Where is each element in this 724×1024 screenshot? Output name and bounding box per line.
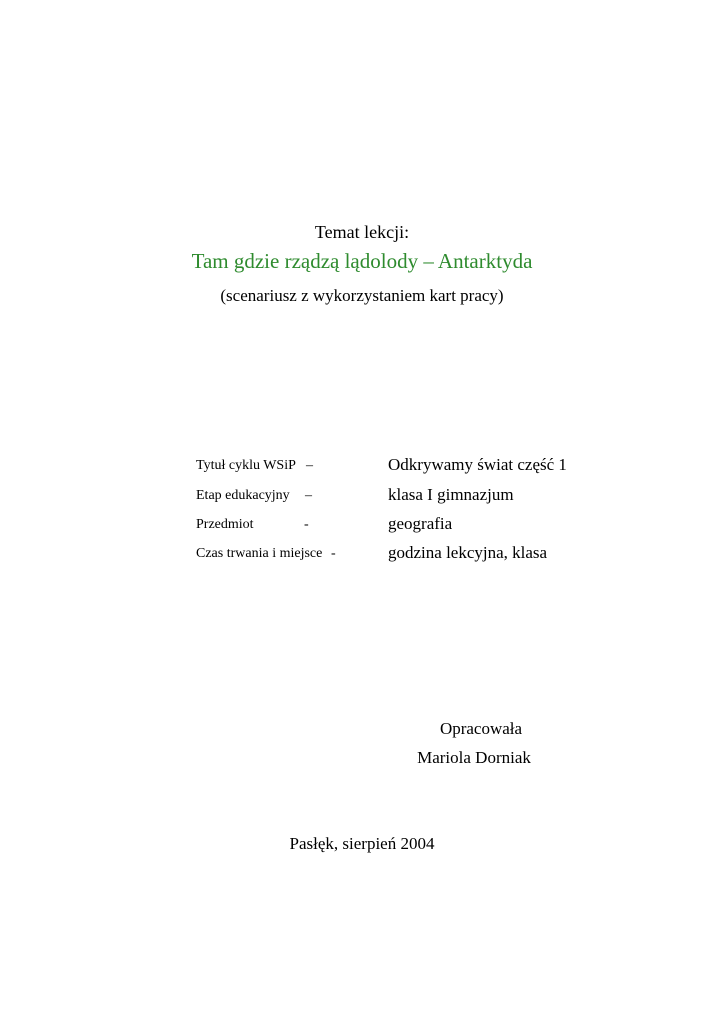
detail-value-duration: godzina lekcyjna, klasa [388,543,548,562]
lesson-subtitle: (scenariusz z wykorzystaniem kart pracy) [220,286,504,305]
detail-separator-stage: – [305,488,312,503]
author-name: Mariola Dorniak [417,748,531,767]
detail-separator-duration: - [331,546,336,561]
detail-label-cycle: Tytuł cyklu WSiP [196,458,296,473]
detail-value-subject: geografia [388,514,453,533]
detail-value-stage: klasa I gimnazjum [388,485,514,504]
author-label: Opracowała [439,719,523,738]
detail-label-duration: Czas trwania i miejsce [196,546,323,561]
detail-value-cycle: Odkrywamy świat część 1 [388,455,567,474]
lesson-title: Tam gdzie rządzą lądolody – Antarktyda [191,249,533,273]
place-and-date: Pasłęk, sierpień 2004 [289,834,435,853]
detail-separator-cycle: – [306,458,313,473]
detail-separator-subject: - [304,517,309,532]
topic-label: Temat lekcji: [314,222,410,242]
detail-label-stage: Etap edukacyjny [196,488,290,503]
detail-label-subject: Przedmiot [196,517,254,532]
